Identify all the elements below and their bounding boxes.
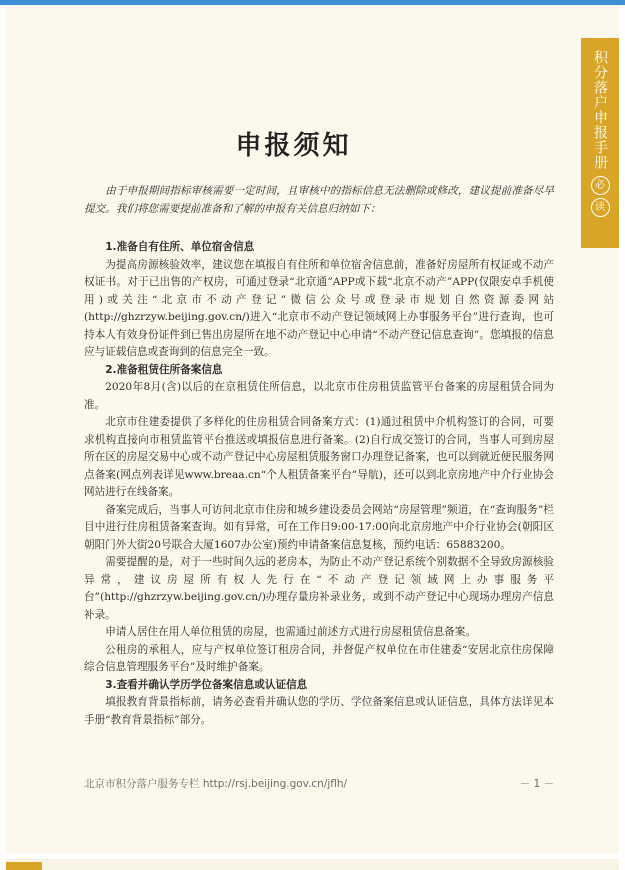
section-2-paragraph: 2020年8月(含)以后的在京租赁住所信息，以北京市住房租赁监管平台备案的房屋租赁合同为准。 xyxy=(84,381,554,411)
section-3-paragraph: 填报教育背景指标前，请务必查看并确认您的学历、学位备案信息或认证信息，具体方法详见本手册“教育背景指标”部分。 xyxy=(84,696,554,726)
intro-paragraph: 由于申报期间指标审核需要一定时间，且审核中的指标信息无法删除或修改，建议提前准备尽早提交。我们将您需要提前准备和了解的申报有关信息归纳如下： xyxy=(84,185,554,215)
document-body xyxy=(84,183,554,729)
section-2-paragraph: 备案完成后，当事人可访问北京市住房和城乡建设委员会网站“房屋管理”频道，在“查询服务”栏目中进行住房租赁备案查询。如有异常，可在工作日9:00-17:00向北京房地产中介行业协会(朝阳区朝阳门外大街20号联合大厦1607办公室)预约申请备案信息复核，预约电话：65883200。 xyxy=(84,503,554,551)
section-2-paragraph: 公租房的承租人，应与产权单位签订租房合同，并督促产权单位在市住建委“安居北京住房保障综合信息管理服务平台”及时维护备案。 xyxy=(84,643,554,673)
side-badges xyxy=(591,176,610,217)
next-page-accent xyxy=(6,862,42,870)
must-read-badge-1: 必 xyxy=(591,176,610,195)
side-tab xyxy=(581,38,619,248)
next-page-edge xyxy=(6,859,619,870)
section-heading-1: 1.准备自有住所、单位宿舍信息 xyxy=(105,241,255,253)
section-heading-3: 3.查看并确认学历学位备案信息或认证信息 xyxy=(105,678,308,691)
section-heading-2: 2.准备租赁住所备案信息 xyxy=(105,363,223,376)
section-2-paragraph: 申请人居住在用人单位租赁的房屋，也需通过前述方式进行房屋租赁信息备案。 xyxy=(105,626,476,638)
section-2-paragraph: 北京市住建委提供了多样化的住房租赁合同备案方式：(1)通过租赁中介机构签订的合同，可要求机构直接向市租赁监管平台推送或填报信息进行备案。(2)自行成交签订的合同，当事人可到房屋所在区的房屋交易中心或不动产登记中心房屋租赁服务窗口办理登记备案，也可以到就近便民服务网点备案(网点列表详见www.breaa.cn“个人租赁备案平台”导航)，还可以到北京房地产中介行业协会网站进行在线备案。 xyxy=(84,416,554,498)
must-read-badge-2: 读 xyxy=(591,198,610,217)
side-tab-label: 积分落户申报手册 xyxy=(592,50,608,170)
page-footer xyxy=(84,776,554,791)
document-page xyxy=(6,5,619,853)
section-1-paragraph: 为提高房源核验效率，建议您在填报自有住所和单位宿舍信息前，准备好房屋所有权证或不动产权证书。对于已出售的产权房，可通过登录“北京通”APP或下载“北京不动产”APP(仅限安卓手机使用)或关注“北京市不动产登记”微信公众号或登录市规划自然资源委网站(http://ghzrzyw.beijing.gov.cn/)进入“北京市不动产登记领域网上办事服务平台”进行查询，也可持本人有效身份证件到已售出房屋所在地不动产登记中心申请“不动产登记信息查询”。您填报的信息应与证载信息或查询到的信息完全一致。 xyxy=(84,258,554,358)
footer-source: 北京市积分落户服务专栏 http://rsj.beijing.gov.cn/jflh/ xyxy=(84,778,348,790)
page-title: 申报须知 xyxy=(235,131,352,161)
page-number: － 1 － xyxy=(519,778,554,790)
section-2-paragraph: 需要提醒的是，对于一些时间久远的老房本，为防止不动产登记系统个别数据不全导致房源核验异常，建议房屋所有权人先行在“不动产登记领域网上办事服务平台”(http://ghzrzyw.beijing.gov.cn/)办理存量房补录业务，或到不动产登记中心现场办理房产信息补录。 xyxy=(84,556,554,621)
